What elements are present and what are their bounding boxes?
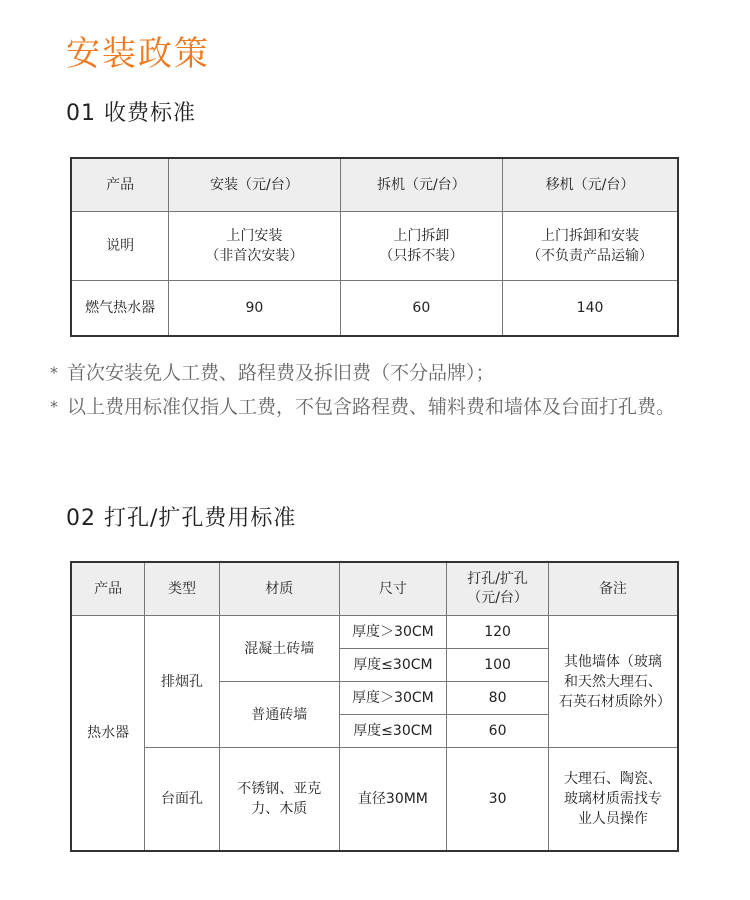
price-cell: 80 xyxy=(447,682,549,715)
header-price-line1: 打孔/扩孔 xyxy=(467,571,528,587)
product-cell: 热水器 xyxy=(71,616,145,852)
header-size: 尺寸 xyxy=(339,562,447,616)
price-cell: 30 xyxy=(447,748,549,852)
header-remove: 拆机（元/台） xyxy=(340,158,502,212)
header-product: 产品 xyxy=(71,158,169,212)
row-label-heater: 燃气热水器 xyxy=(71,281,169,337)
asterisk-icon: * xyxy=(50,397,58,416)
type-cell: 排烟孔 xyxy=(145,616,220,748)
material-cell: 不锈钢、亚克力、木质 xyxy=(219,748,339,852)
size-cell: 厚度＞30CM xyxy=(339,616,447,649)
header-material: 材质 xyxy=(219,562,339,616)
desc-move xyxy=(503,212,678,281)
material-cell: 普通砖墙 xyxy=(219,682,339,748)
table-row xyxy=(71,616,678,649)
notes xyxy=(50,356,690,424)
asterisk-icon: * xyxy=(50,363,58,382)
section-heading-drilling: 02 打孔/扩孔费用标准 xyxy=(66,506,297,531)
material-cell: 混凝土砖墙 xyxy=(219,616,339,682)
price-cell: 60 xyxy=(447,715,549,748)
table-row xyxy=(71,281,678,337)
desc-move-line1: 上门拆卸和安装 xyxy=(541,228,640,244)
table-header-row xyxy=(71,562,678,616)
type-cell: 台面孔 xyxy=(145,748,220,852)
price-cell: 100 xyxy=(447,649,549,682)
remark-cell: 大理石、陶瓷、玻璃材质需找专业人员操作 xyxy=(548,748,678,852)
size-cell: 厚度＞30CM xyxy=(339,682,447,715)
table-row xyxy=(71,212,678,281)
drilling-fee-table xyxy=(70,561,679,852)
price-move: 140 xyxy=(503,281,678,337)
header-price xyxy=(447,562,549,616)
table-row xyxy=(71,748,678,852)
fee-table xyxy=(70,157,679,337)
header-install: 安装（元/台） xyxy=(169,158,340,212)
price-install: 90 xyxy=(169,281,340,337)
desc-install xyxy=(169,212,340,281)
desc-remove xyxy=(340,212,502,281)
desc-remove-line2: （只拆不装） xyxy=(379,248,464,264)
note-item xyxy=(50,356,690,390)
header-type: 类型 xyxy=(145,562,220,616)
header-product: 产品 xyxy=(71,562,145,616)
desc-install-line2: （非首次安装） xyxy=(205,248,304,264)
note-text: 首次安装免人工费、路程费及拆旧费（不分品牌）； xyxy=(67,362,495,384)
desc-remove-line1: 上门拆卸 xyxy=(393,228,450,244)
desc-move-line2: （不负责产品运输） xyxy=(527,248,654,264)
header-price-line2: （元/台） xyxy=(467,590,528,606)
table-header-row xyxy=(71,158,678,212)
size-cell: 厚度≤30CM xyxy=(339,649,447,682)
note-text: 以上费用标准仅指人工费，不包含路程费、辅料费和墙体及台面打孔费。 xyxy=(67,396,676,418)
desc-install-line1: 上门安装 xyxy=(226,228,283,244)
section-heading-fees: 01 收费标准 xyxy=(66,101,196,126)
page-title: 安装政策 xyxy=(66,34,210,74)
price-cell: 120 xyxy=(447,616,549,649)
size-cell: 直径30MM xyxy=(339,748,447,852)
price-remove: 60 xyxy=(340,281,502,337)
header-move: 移机（元/台） xyxy=(503,158,678,212)
desc-label: 说明 xyxy=(71,212,169,281)
size-cell: 厚度≤30CM xyxy=(339,715,447,748)
note-item xyxy=(50,390,690,424)
header-remark: 备注 xyxy=(548,562,678,616)
remark-cell: 其他墙体（玻璃和天然大理石、石英石材质除外） xyxy=(548,616,678,748)
